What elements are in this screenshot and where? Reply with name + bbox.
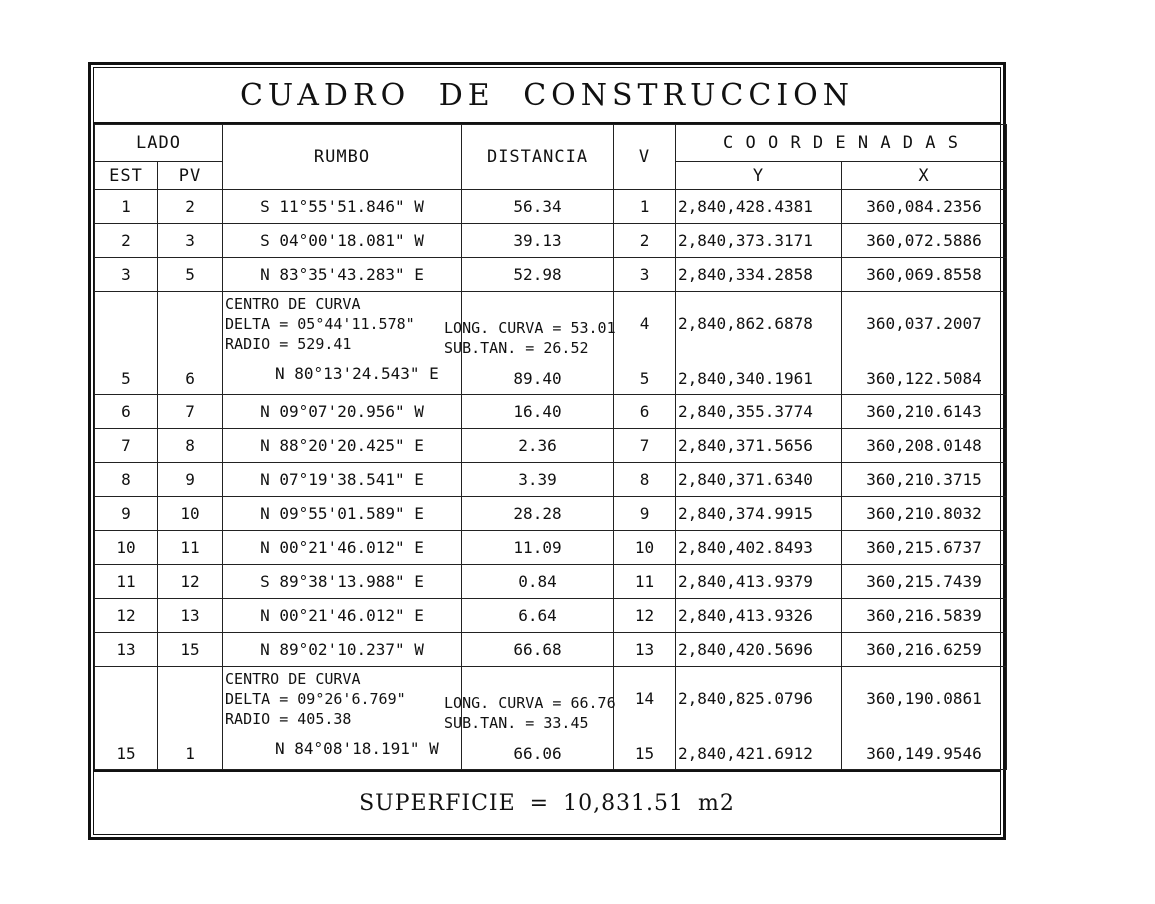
cell-distancia: 3.39 [462,463,614,497]
curve-y-end: 2,840,421.6912 [678,744,813,763]
cell-rumbo-curve [223,667,462,770]
cell-rumbo: S 04°00'18.081" W [223,224,462,258]
construction-table-frame [88,62,1006,840]
cell-v: 10 [614,531,676,565]
cell-rumbo: N 83°35'43.283" E [223,258,462,292]
header-est: EST [95,162,158,190]
cell-est: 11 [95,565,158,599]
cell-y-curve [676,667,842,770]
curve-row [95,292,1007,395]
cell-pv: 11 [158,531,223,565]
cell-v: 11 [614,565,676,599]
header-distancia: DISTANCIA [462,125,614,190]
cell-distancia: 28.28 [462,497,614,531]
cell-distancia: 0.84 [462,565,614,599]
cell-y: 2,840,413.9379 [676,565,842,599]
cell-v: 2 [614,224,676,258]
cell-rumbo: N 09°07'20.956" W [223,395,462,429]
cell-v-curve [614,292,676,395]
cell-y: 2,840,428.4381 [676,190,842,224]
cell-v: 9 [614,497,676,531]
construction-table [94,124,1007,770]
cell-y: 2,840,355.3774 [676,395,842,429]
cell-distancia: 52.98 [462,258,614,292]
cell-v: 6 [614,395,676,429]
curve-long: LONG. CURVA = 66.76 [444,694,616,712]
table-row [95,531,1007,565]
cell-pv: 15 [158,633,223,667]
cell-pv: 3 [158,224,223,258]
cell-x: 360,215.6737 [842,531,1007,565]
curve-x-end: 360,122.5084 [866,369,982,388]
table-row [95,190,1007,224]
cell-y: 2,840,374.9915 [676,497,842,531]
cell-x: 360,072.5886 [842,224,1007,258]
cell-rumbo: S 11°55'51.846" W [223,190,462,224]
superficie-total: SUPERFICIE = 10,831.51 m2 [94,770,1000,834]
cell-pv: 10 [158,497,223,531]
curve-centro-label: CENTRO DE CURVA [225,295,361,313]
table-row [95,599,1007,633]
cell-x: 360,210.3715 [842,463,1007,497]
curve-v-center: 14 [634,689,655,708]
cell-v: 8 [614,463,676,497]
cell-y: 2,840,334.2858 [676,258,842,292]
cell-y: 2,840,420.5696 [676,633,842,667]
curve-centro-label: CENTRO DE CURVA [225,670,361,688]
cell-y: 2,840,371.6340 [676,463,842,497]
table-row [95,565,1007,599]
table-row [95,258,1007,292]
table-row [95,633,1007,667]
cell-est: 2 [95,224,158,258]
construction-table-inner [93,67,1001,835]
cell-pv: 12 [158,565,223,599]
cell-est: 5 [95,292,158,395]
table-row [95,497,1007,531]
cell-x-curve [842,292,1007,395]
cell-x: 360,069.8558 [842,258,1007,292]
cell-distancia: 16.40 [462,395,614,429]
cell-v: 13 [614,633,676,667]
cell-x: 360,215.7439 [842,565,1007,599]
header-coordenadas: C O O R D E N A D A S [676,125,1007,162]
curve-distancia: 89.40 [513,369,562,388]
cell-pv: 9 [158,463,223,497]
curve-row [95,667,1007,770]
cell-est: 9 [95,497,158,531]
cell-x: 360,216.6259 [842,633,1007,667]
cell-distancia: 56.34 [462,190,614,224]
cell-distancia: 39.13 [462,224,614,258]
cell-est: 15 [95,667,158,770]
cell-x: 360,210.8032 [842,497,1007,531]
cell-v: 3 [614,258,676,292]
curve-x-end: 360,149.9546 [866,744,982,763]
cell-y: 2,840,371.5656 [676,429,842,463]
curve-subtan: SUB.TAN. = 26.52 [444,339,589,357]
header-v: V [614,125,676,190]
cell-x-curve [842,667,1007,770]
header-row-1 [95,125,1007,162]
cell-rumbo: S 89°38'13.988" E [223,565,462,599]
cell-est: 10 [95,531,158,565]
header-x: X [842,162,1007,190]
cell-x: 360,208.0148 [842,429,1007,463]
table-title: CUADRO DE CONSTRUCCION [94,68,1000,124]
header-lado: LADO [95,125,223,162]
curve-x-center: 360,037.2007 [866,314,982,333]
curve-delta: DELTA = 05°44'11.578" [225,315,415,333]
curve-long: LONG. CURVA = 53.01 [444,319,616,337]
cell-est: 8 [95,463,158,497]
cell-est: 7 [95,429,158,463]
table-row [95,429,1007,463]
cell-x: 360,210.6143 [842,395,1007,429]
cell-distancia: 11.09 [462,531,614,565]
cell-distancia-curve [444,667,616,770]
curve-radio: RADIO = 405.38 [225,710,352,728]
cell-distancia-curve [444,292,616,395]
cell-pv: 13 [158,599,223,633]
cell-x: 360,084.2356 [842,190,1007,224]
cell-pv: 8 [158,429,223,463]
table-row [95,463,1007,497]
curve-y-center: 2,840,825.0796 [678,689,813,708]
cell-v: 7 [614,429,676,463]
cell-distancia: 6.64 [462,599,614,633]
curve-y-center: 2,840,862.6878 [678,314,813,333]
curve-v-center: 4 [639,314,650,333]
cell-x: 360,216.5839 [842,599,1007,633]
cell-distancia: 2.36 [462,429,614,463]
cell-est: 12 [95,599,158,633]
cell-pv: 2 [158,190,223,224]
cell-y-curve [676,292,842,395]
cell-est: 3 [95,258,158,292]
cell-pv: 5 [158,258,223,292]
cell-est: 13 [95,633,158,667]
cell-v-curve [614,667,676,770]
cell-y: 2,840,413.9326 [676,599,842,633]
cell-v: 1 [614,190,676,224]
header-rumbo: RUMBO [223,125,462,190]
cell-rumbo-curve [223,292,462,395]
cell-rumbo: N 00°21'46.012" E [223,531,462,565]
curve-y-end: 2,840,340.1961 [678,369,813,388]
table-row [95,224,1007,258]
curve-rumbo: N 84°08'18.191" W [275,739,439,758]
header-y: Y [676,162,842,190]
cell-v: 12 [614,599,676,633]
cell-y: 2,840,402.8493 [676,531,842,565]
curve-rumbo: N 80°13'24.543" E [275,364,439,383]
cell-rumbo: N 88°20'20.425" E [223,429,462,463]
cell-est: 1 [95,190,158,224]
cell-rumbo: N 07°19'38.541" E [223,463,462,497]
cell-rumbo: N 00°21'46.012" E [223,599,462,633]
curve-radio: RADIO = 529.41 [225,335,352,353]
cell-pv: 7 [158,395,223,429]
header-pv: PV [158,162,223,190]
curve-delta: DELTA = 09°26'6.769" [225,690,406,708]
curve-v-end: 15 [634,744,655,763]
cell-rumbo: N 09°55'01.589" E [223,497,462,531]
cell-est: 6 [95,395,158,429]
curve-v-end: 5 [639,369,650,388]
cell-pv: 1 [158,667,223,770]
cell-pv: 6 [158,292,223,395]
table-row [95,395,1007,429]
curve-x-center: 360,190.0861 [866,689,982,708]
cell-y: 2,840,373.3171 [676,224,842,258]
curve-subtan: SUB.TAN. = 33.45 [444,714,589,732]
cell-distancia: 66.68 [462,633,614,667]
curve-distancia: 66.06 [513,744,562,763]
cell-rumbo: N 89°02'10.237" W [223,633,462,667]
